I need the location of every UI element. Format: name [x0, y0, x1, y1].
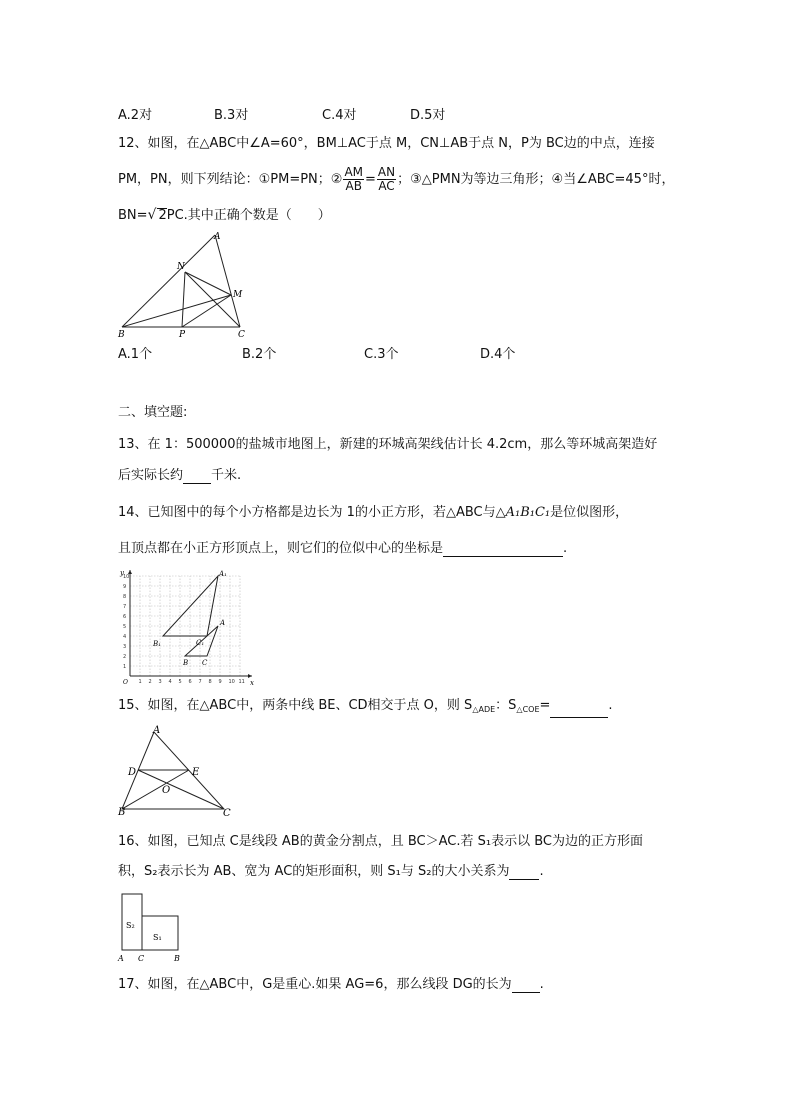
- label-o: O: [162, 785, 171, 796]
- label-a: A: [153, 725, 161, 736]
- label-c1: C₁: [196, 639, 205, 647]
- answer-blank: [550, 704, 608, 718]
- label-s2: S₂: [126, 921, 135, 930]
- q16-rectangles-figure: [114, 890, 186, 964]
- label-b: B: [118, 330, 125, 340]
- triangle-a1b1c1: A₁B₁C₁: [505, 505, 551, 520]
- origin-label: O: [123, 679, 128, 686]
- label-b: B: [174, 954, 180, 963]
- x-tick-label: 6: [188, 679, 192, 685]
- answer-blank: [443, 543, 563, 557]
- label-c: C: [238, 330, 245, 340]
- q14-line2: 且顶点都在小正方形顶点上，则它们的位似中心的坐标是 .: [118, 541, 568, 556]
- q12-line1: 12、如图，在△ABC中∠A=60°，BM⊥AC于点 M，CN⊥AB于点 N，P为 BC边的中点，连接: [118, 136, 655, 151]
- x-tick-label: 1: [138, 679, 142, 685]
- q16-line1: 16、如图，已知点 C是线段 AB的黄金分割点，且 BC＞AC.若 S₁表示以 BC为边的正方形面: [118, 834, 643, 849]
- axis-y-label: y: [120, 569, 124, 577]
- x-tick-label: 11: [238, 679, 245, 685]
- label-c: C: [202, 659, 208, 667]
- sqrt-2: 2: [158, 208, 167, 223]
- fraction-am-ab: $\frac{AM}{AB}$: [344, 165, 364, 193]
- x-tick-label: 9: [218, 679, 222, 685]
- y-tick-label: 7: [123, 604, 127, 610]
- label-b: B: [183, 659, 189, 667]
- y-tick-label: 3: [123, 644, 127, 650]
- y-tick-label: 5: [123, 624, 127, 630]
- q15-triangle-figure: [112, 723, 240, 819]
- label-a1: A₁: [219, 570, 227, 578]
- q13-line2: 后实际长约 千米.: [118, 468, 242, 483]
- label-d: D: [128, 767, 137, 778]
- y-tick-label: 8: [123, 594, 127, 600]
- x-tick-label: 8: [208, 679, 212, 685]
- x-tick-label: 2: [148, 679, 152, 685]
- label-a: A: [118, 954, 124, 963]
- q12-line2: PM，PN，则下列结论：①PM=PN；② $\frac{AM}{AB}$ = $\frac{AN}{AC}$ ；③△PMN为等边三角形；④当∠ABC=45°时，: [118, 165, 675, 193]
- y-tick-label: 2: [123, 654, 127, 660]
- q12-option-a: A.1个: [118, 347, 153, 362]
- y-tick-label: 9: [123, 584, 127, 590]
- x-tick-label: 10: [228, 679, 235, 685]
- label-b1: B₁: [153, 640, 161, 648]
- label-p: P: [179, 330, 186, 340]
- q12-triangle-figure: [110, 228, 260, 340]
- answer-blank: [183, 470, 211, 484]
- label-b: B: [118, 807, 126, 818]
- q16-line2: 积，S₂表示长为 AB、宽为 AC的矩形面积，则 S₁与 S₂的大小关系为 .: [118, 864, 544, 879]
- label-n: N: [177, 262, 185, 272]
- q12-option-b: B.2个: [242, 347, 277, 362]
- q14-line1: 14、已知图中的每个小方格都是边长为 1的小正方形，若△ABC与△A₁B₁C₁是位似图形，: [118, 505, 629, 520]
- y-tick-label: 10: [123, 574, 130, 580]
- q11-option-a: A.2对: [118, 108, 153, 123]
- y-tick-label: 4: [123, 634, 127, 640]
- fraction-an-ac: $\frac{AN}{AC}$: [377, 165, 396, 193]
- x-tick-label: 3: [158, 679, 162, 685]
- answer-blank: [512, 979, 540, 993]
- y-tick-label: 1: [123, 664, 127, 670]
- x-tick-label: 5: [178, 679, 182, 685]
- y-tick-label: 6: [123, 614, 127, 620]
- label-m: M: [233, 290, 243, 300]
- q15-line1: 15、如图，在△ABC中，两条中线 BE、CD相交于点 O，则 $S_{\triangle ADE}$：$S_{\triangle COE}=$ .: [118, 698, 613, 718]
- label-a: A: [220, 619, 226, 627]
- q12-option-d: D.4个: [480, 347, 516, 362]
- q11-option-b: B.3对: [214, 108, 249, 123]
- label-s1: S₁: [153, 933, 162, 942]
- q11-option-d: D.5对: [410, 108, 446, 123]
- q17-line1: 17、如图，在△ABC中，G是重心.如果 AG=6，那么线段 DG的长为 .: [118, 977, 544, 992]
- x-tick-label: 4: [168, 679, 172, 685]
- label-c: C: [138, 954, 145, 963]
- label-e: E: [192, 767, 200, 778]
- q12-option-c: C.3个: [364, 347, 399, 362]
- axis-x-label: x: [250, 679, 254, 687]
- label-c: C: [223, 808, 231, 819]
- x-tick-label: 7: [198, 679, 202, 685]
- q13-line1: 13、在 1：500000的盐城市地图上，新建的环城高架线估计长 4.2cm，那么等环城高架造好: [118, 437, 658, 452]
- answer-blank: [509, 866, 539, 880]
- label-a: A: [214, 232, 221, 242]
- q14-grid-figure: [116, 566, 258, 690]
- section-title-fill-in: 二、填空题:: [118, 405, 188, 420]
- q11-option-c: C.4对: [322, 108, 357, 123]
- q12-line3: BN=√ 2PC.其中正确个数是（ ）: [118, 207, 331, 223]
